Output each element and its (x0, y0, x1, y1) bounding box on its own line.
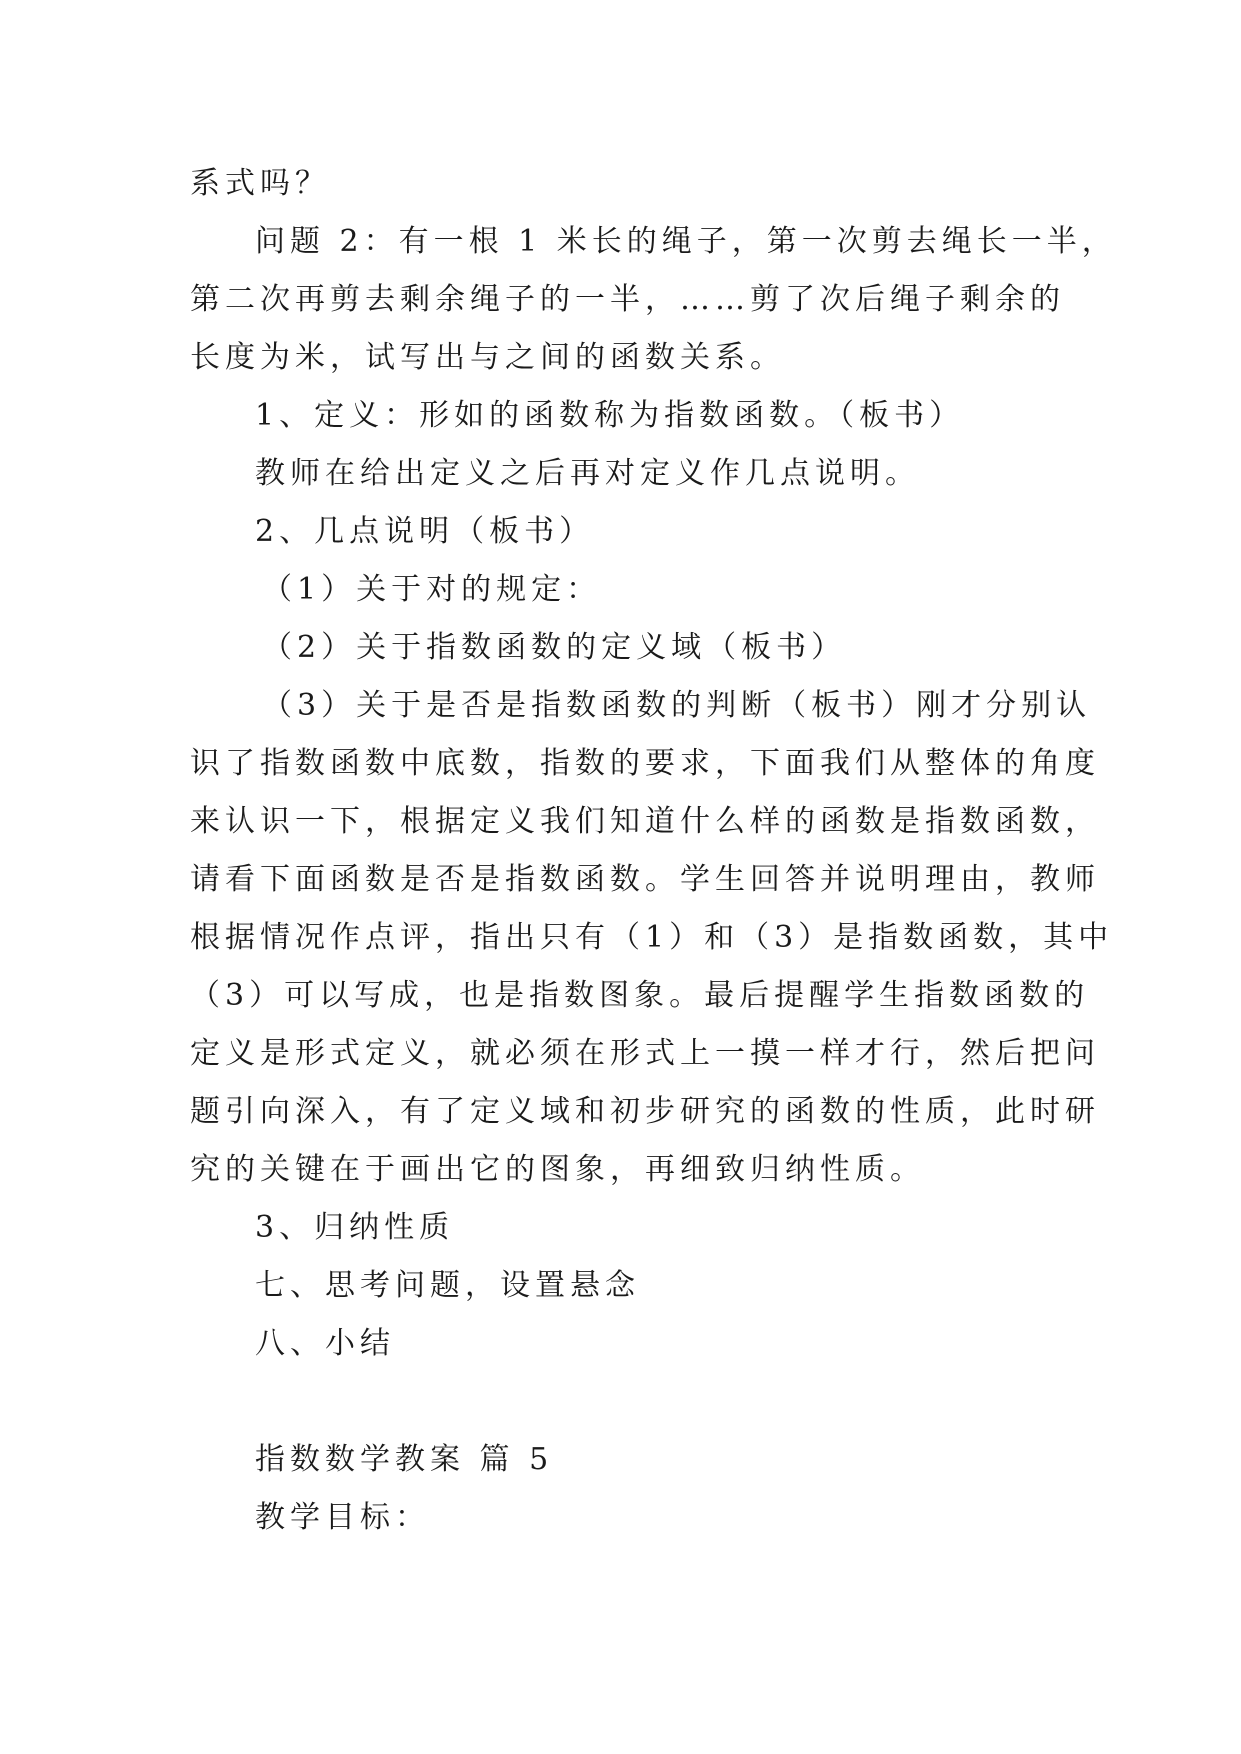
text-line: （2）关于指数函数的定义域（板书） (262, 630, 847, 665)
text-line: 2、几点说明（板书） (255, 514, 595, 549)
section-heading: 指数数学教案 篇 5 (255, 1442, 554, 1477)
text-line: 八、小结 (255, 1326, 395, 1361)
text-line: 教学目标： (255, 1500, 430, 1535)
text-line: 教师在给出定义之后再对定义作几点说明。 (255, 456, 920, 491)
text-line: （3）可以写成，也是指数图象。最后提醒学生指数函数的 (190, 978, 1090, 1013)
text-line: 问题 2：有一根 1 米长的绳子，第一次剪去绳长一半， (255, 224, 1117, 259)
text-line: 定义是形式定义，就必须在形式上一摸一样才行，然后把问 (190, 1036, 1100, 1071)
text-line: （1）关于对的规定： (262, 572, 602, 607)
text-line: 长度为米，试写出与之间的函数关系。 (190, 340, 785, 375)
text-line: 识了指数函数中底数，指数的要求，下面我们从整体的角度 (190, 746, 1100, 781)
text-line: 1、定义：形如的函数称为指数函数。（板书） (255, 398, 965, 433)
text-line: 3、归纳性质 (255, 1210, 455, 1245)
text-line: 题引向深入，有了定义域和初步研究的函数的性质，此时研 (190, 1094, 1100, 1129)
text-line: 来认识一下，根据定义我们知道什么样的函数是指数函数， (190, 804, 1100, 839)
text-line: 请看下面函数是否是指数函数。学生回答并说明理由，教师 (190, 862, 1100, 897)
text-line: 究的关键在于画出它的图象，再细致归纳性质。 (190, 1152, 925, 1187)
text-line: 根据情况作点评，指出只有（1）和（3）是指数函数，其中 (190, 920, 1114, 955)
text-line: 第二次再剪去剩余绳子的一半，……剪了次后绳子剩余的 (190, 282, 1065, 317)
text-line: 系式吗？ (190, 166, 330, 201)
text-line: （3）关于是否是指数函数的判断（板书）刚才分别认 (262, 688, 1092, 723)
text-line: 七、思考问题，设置悬念 (255, 1268, 640, 1303)
